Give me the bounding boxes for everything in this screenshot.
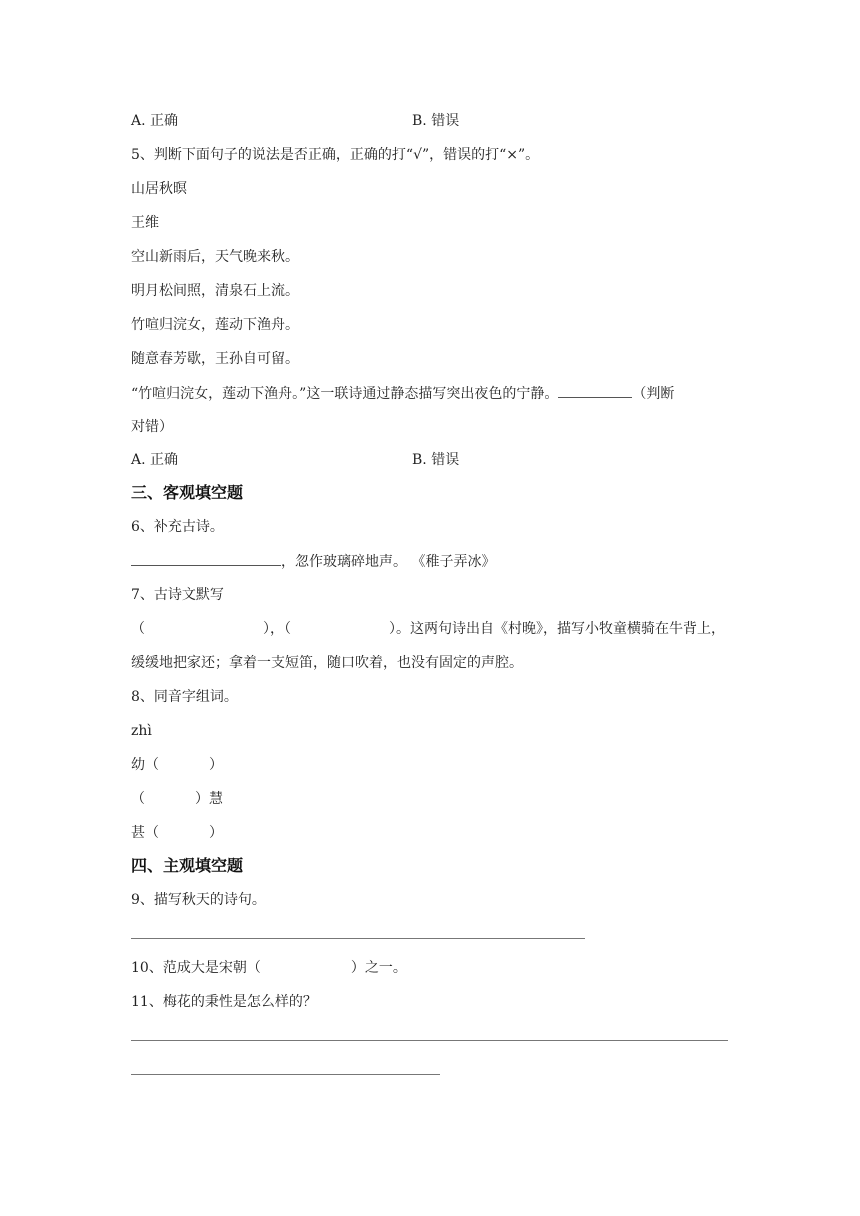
q5-poem-title: 山居秋暝 (131, 181, 187, 197)
q8-item-2-after: ）慧 (195, 791, 223, 807)
q11-prompt: 11、梅花的秉性是怎么样的？ (131, 994, 317, 1010)
q6-answer-blank[interactable] (131, 551, 281, 566)
q7-prompt: 7、古诗文默写 (131, 587, 224, 603)
q5-statement: “竹喧归浣女，莲动下渔舟。”这一联诗通过静态描写突出夜色的宁静。 (131, 386, 559, 402)
q8-item-1 (131, 755, 223, 775)
q5-statement-tail: （判断 (632, 386, 675, 402)
q5-options (131, 450, 460, 470)
q4-options (131, 111, 460, 131)
q7-close-text: ）。这两句诗出自《村晚》，描写小牧童横骑在牛背上， (389, 621, 725, 637)
q8-item-3-before: 甚（ (131, 825, 159, 841)
q11-answer-line-1[interactable] (131, 1040, 728, 1041)
q8-pinyin: zhì (131, 723, 152, 739)
q7-fill-line (131, 619, 725, 639)
q5-poem-line-2: 明月松间照，清泉石上流。 (131, 283, 299, 299)
q9-prompt: 9、描写秋天的诗句。 (131, 892, 266, 908)
section-3-heading: 三、客观填空题 (131, 483, 244, 502)
q4-option-b[interactable]: B. 错误 (412, 113, 460, 129)
q6-after-blank: ，忽作玻璃碎地声。 《稚子弄冰》 (281, 554, 496, 570)
q10-after: ）之一。 (350, 960, 407, 976)
q9-answer-line[interactable] (131, 938, 585, 939)
q5-answer-blank[interactable] (558, 383, 632, 398)
q7-mid-paren: ），（ (263, 621, 291, 637)
q5-prompt: 5、判断下面句子的说法是否正确，正确的打“√”，错误的打“×”。 (131, 147, 540, 163)
q8-item-3 (131, 823, 223, 843)
q8-item-1-before: 幼（ (131, 757, 159, 773)
section-4-heading: 四、主观填空题 (131, 856, 244, 875)
q8-item-2 (131, 789, 223, 809)
q6-prompt: 6、补充古诗。 (131, 519, 224, 535)
q8-prompt: 8、同音字组词。 (131, 689, 238, 705)
q5-option-a[interactable]: A. 正确 (131, 452, 179, 468)
q5-statement-wrap: 对错） (131, 419, 173, 435)
q8-item-3-after: ） (209, 825, 223, 841)
q10-line (131, 958, 407, 978)
q4-option-a[interactable]: A. 正确 (131, 113, 179, 129)
q8-item-2-before: （ (131, 791, 145, 807)
q7-line-2: 缓缓地把家还；拿着一支短笛，随口吹着，也没有固定的声腔。 (131, 655, 523, 671)
q6-fill-line (131, 551, 495, 572)
q5-poem-line-4: 随意春芳歇，王孙自可留。 (131, 351, 299, 367)
q7-open-paren: （ (131, 621, 145, 637)
q5-option-b[interactable]: B. 错误 (412, 452, 460, 468)
q5-poem-line-1: 空山新雨后，天气晚来秋。 (131, 249, 299, 265)
q5-poem-author: 王维 (131, 215, 159, 231)
q5-poem-line-3: 竹喧归浣女，莲动下渔舟。 (131, 317, 299, 333)
q8-item-1-after: ） (209, 757, 223, 773)
q10-before: 10、范成大是宋朝（ (131, 960, 261, 976)
q5-statement-line (131, 383, 674, 404)
q11-answer-line-2[interactable] (131, 1074, 440, 1075)
